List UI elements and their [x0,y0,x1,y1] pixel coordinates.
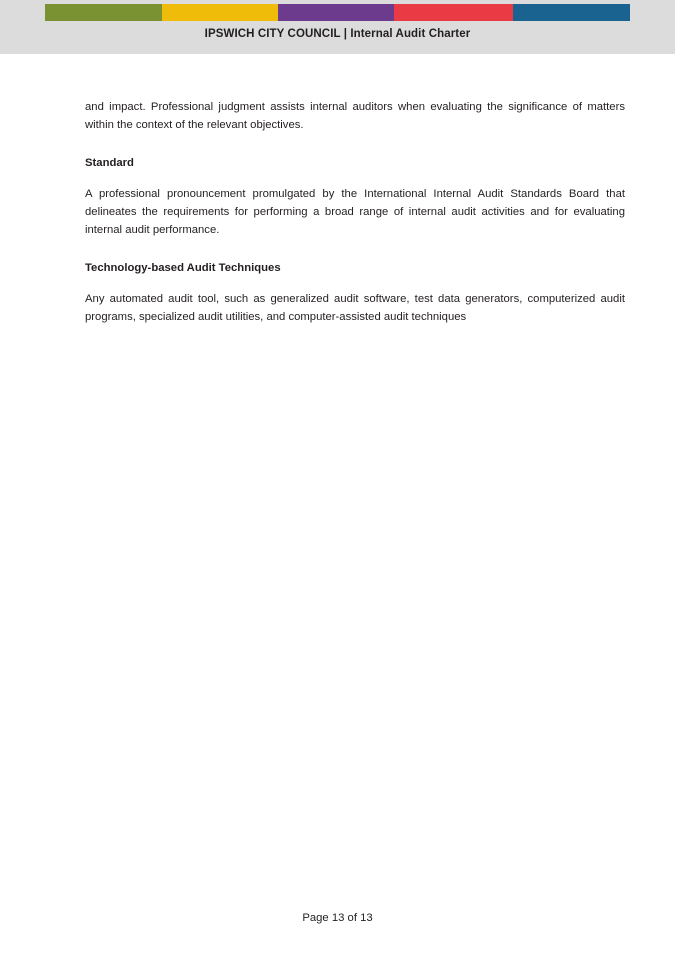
page-header [0,0,675,54]
color-bar-segment-teal-blue [513,4,630,21]
page-number-label: Page 13 of 13 [302,912,373,924]
color-bar-segment-golden-yellow [162,4,278,21]
color-bar-segment-red [394,4,513,21]
document-body [85,98,625,327]
brand-color-bar [45,4,630,21]
section-paragraph-technology-based-audit-techniques: Any automated audit tool, such as generalized audit software, test data generators, computerized audit programs, specialized audit utilities, and computer-assisted audit techniques [85,293,625,324]
page-footer [0,908,675,926]
continued-paragraph: and impact. Professional judgment assists internal auditors when evaluating the significance of matters within the context of the relevant objectives. [85,101,625,132]
section-paragraph-standard: A professional pronouncement promulgated by the International Internal Audit Standards Board that delineates the requirements for performing a broad range of internal audit activities and for evaluating internal audit performance. [85,187,625,237]
color-bar-segment-olive-green [45,4,162,21]
document-header-title: IPSWICH CITY COUNCIL | Internal Audit Charter [204,28,471,40]
section-heading-technology-based-audit-techniques: Technology-based Audit Techniques [85,261,281,274]
section-heading-standard: Standard [85,156,134,169]
color-bar-segment-purple [278,4,394,21]
